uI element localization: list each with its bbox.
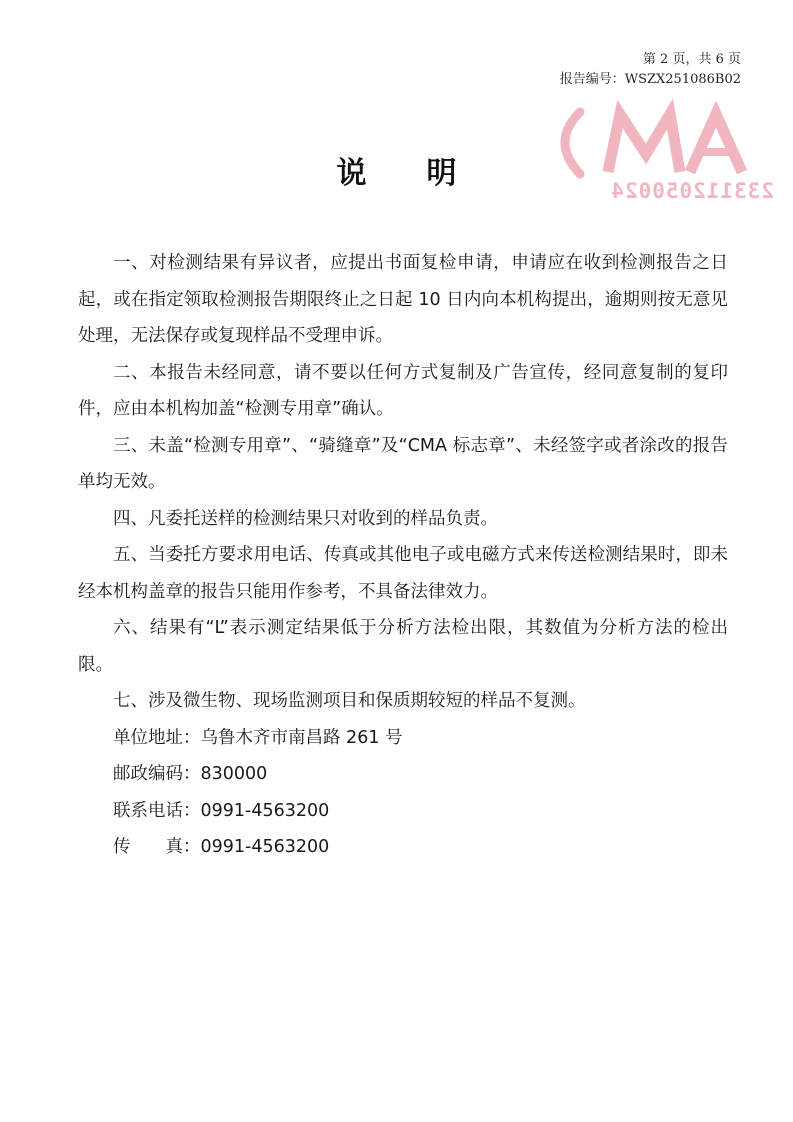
contact-fax: 传 真：0991-4563200 (113, 837, 330, 857)
report-number: 报告编号：WSZX251086B02 (559, 72, 741, 87)
page-title: 说明 (336, 156, 517, 191)
notice-paragraph-3: 三、未盖“检测专用章”、“骑缝章”及“CMA 标志章”、未经签字或者涂改的报告单均无效。 (78, 435, 728, 492)
notice-paragraph-1: 一、对检测结果有异议者，应提出书面复检申请，申请应在收到检测报告之日起，或在指定领取检测报告期限终止之日起 10 日内向本机构提出，逾期则按无意见处理，无法保存或复现样品不受理申诉。 (78, 253, 728, 346)
contact-phone: 联系电话：0991-4563200 (113, 800, 330, 821)
notice-paragraph-2: 二、本报告未经同意，请不要以任何方式复制及广告宣传，经同意复制的复印件，应由本机构加盖“检测专用章”确认。 (78, 362, 728, 419)
notice-paragraph-5: 五、当委托方要求用电话、传真或其他电子或电磁方式来传送检测结果时，即未经本机构盖章的报告只能用作参考，不具备法律效力。 (78, 545, 728, 602)
notice-paragraph-7: 七、涉及微生物、现场监测项目和保质期较短的样品不复测。 (113, 691, 586, 711)
notice-paragraph-6: 六、结果有“L”表示测定结果低于分析方法检出限，其数值为分析方法的检出限。 (78, 618, 728, 675)
notice-paragraph-4: 四、凡委托送样的检测结果只对收到的样品负责。 (113, 508, 498, 529)
contact-postcode: 邮政编码：830000 (113, 764, 268, 784)
page-info: 第 2 页，共 6 页 (642, 52, 741, 67)
contact-address: 单位地址：乌鲁木齐市南昌路 261 号 (113, 727, 403, 748)
report-header (560, 50, 741, 90)
notice-content (78, 245, 728, 866)
seal-number: 233112050024 (610, 179, 774, 203)
